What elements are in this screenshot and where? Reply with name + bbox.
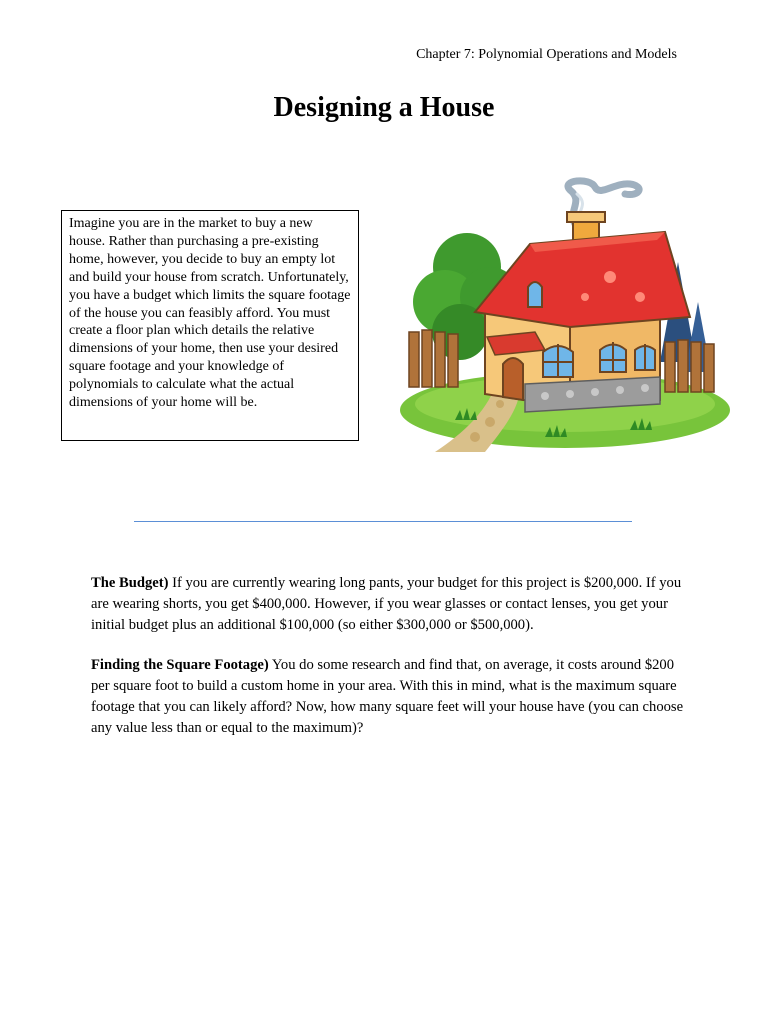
house-icon [395,172,730,462]
intro-text-box: Imagine you are in the market to buy a new house. Rather than purchasing a pre-existing home, however, you decide to buy an empty lot and build your house from scratch. Unfortunately, you have a budget which limits the square footage of the house you can feasibly afford. You must create a floor plan which details the relative dimensions of your home, then use your desired square footage and your knowledge of polynomials to calculate what the actual dimensions of your home will be. [61,210,359,441]
page-title: Designing a House [273,92,495,123]
square-footage-text: You do some research and find that, on average, it costs around $200 per square foot to build a custom home in your area. With this in mind, what is the maximum square footage that you can likely afford? Now, how many square feet will your house have (you can choose any value less than or equal to the maximum)? [91,657,684,736]
chapter-header: Chapter 7: Polynomial Operations and Models [416,47,677,62]
door-icon [503,358,523,400]
budget-heading: The Budget) [91,575,169,591]
budget-text: If you are currently wearing long pants, your budget for this project is $200,000. If you are wearing shorts, you get $400,000. However, if you wear glasses or contact lenses, you get your initial budget plus an additional $100,000 (so either $300,000 or $500,000). [91,575,682,633]
square-footage-paragraph [91,655,691,739]
square-footage-heading: Finding the Square Footage) [91,657,269,673]
budget-paragraph [91,573,691,636]
section-divider [134,521,632,522]
